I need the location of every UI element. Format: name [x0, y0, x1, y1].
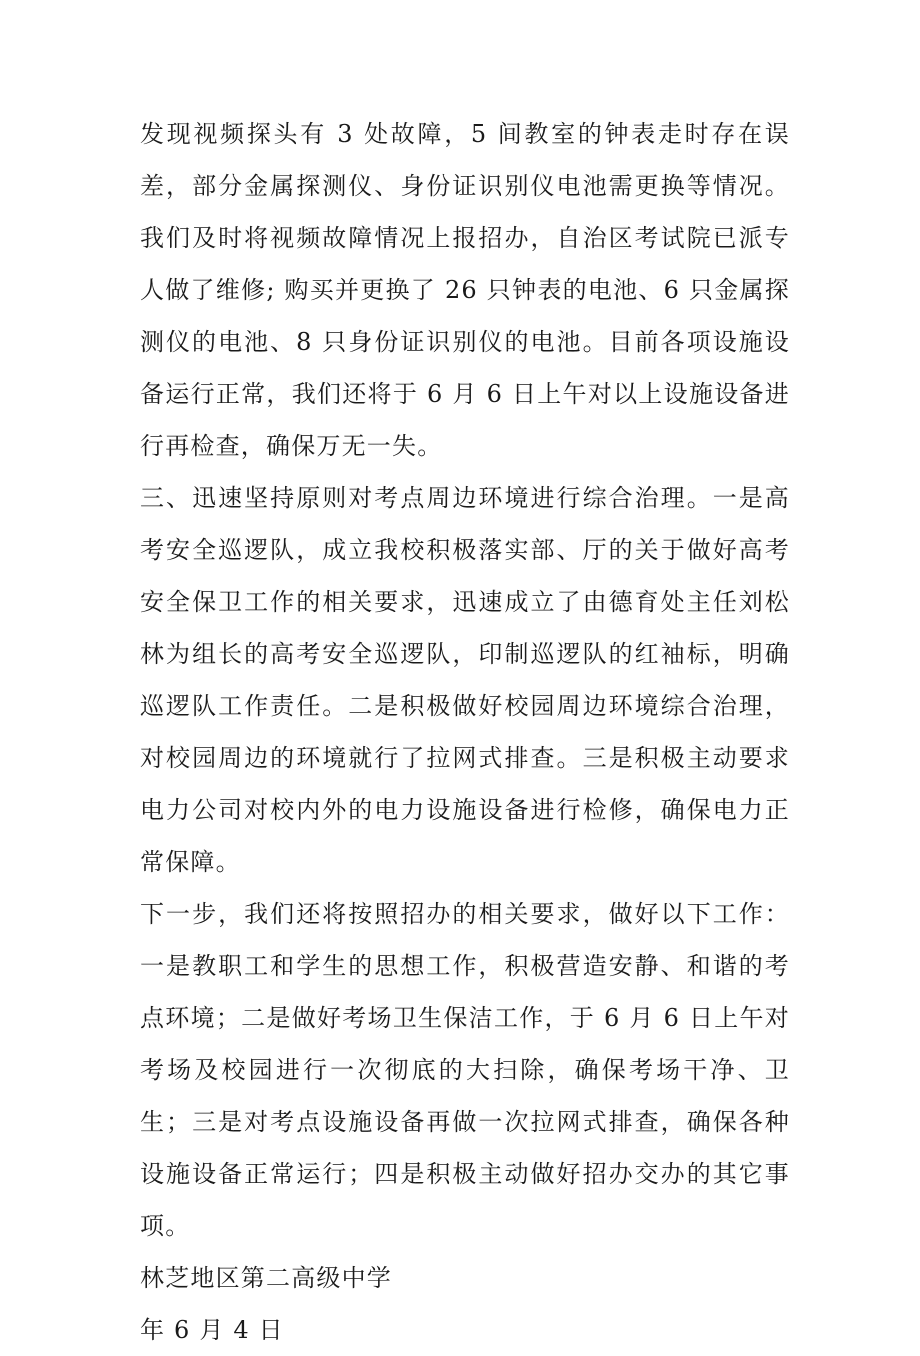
document-body	[140, 108, 790, 1356]
paragraph-environment-governance: 三、迅速坚持原则对考点周边环境进行综合治理。一是高考安全巡逻队，成立我校积极落实部、厅的关于做好高考安全保卫工作的相关要求，迅速成立了由德育处主任刘松林为组长的高考安全巡逻队，印制巡逻队的红袖标，明确巡逻队工作责任。二是积极做好校园周边环境综合治理，对校园周边的环境就行了拉网式排查。三是积极主动要求电力公司对校内外的电力设施设备进行检修，确保电力正常保障。	[140, 484, 790, 876]
paragraph-next-steps: 下一步，我们还将按照招办的相关要求，做好以下工作：一是教职工和学生的思想工作，积极营造安静、和谐的考点环境；二是做好考场卫生保洁工作，于 6 月 6 日上午对考场及校园进行一次彻底的大扫除，确保考场干净、卫生；三是对考点设施设备再做一次拉网式排查，确保各种设施设备正常运行；四是积极主动做好招办交办的其它事项。	[140, 900, 790, 1240]
signature-school-name: 林芝地区第二高级中学	[140, 1264, 392, 1292]
document-date: 年 6 月 4 日	[140, 1316, 284, 1344]
paragraph-equipment-check: 发现视频探头有 3 处故障，5 间教室的钟表走时存在误差，部分金属探测仪、身份证识别仪电池需更换等情况。我们及时将视频故障情况上报招办，自治区考试院已派专人做了维修; 购买并更换了 26 只钟表的电池、6 只金属探测仪的电池、8 只身份证识别仪的电池。目前各项设施设备运行正常，我们还将于 6 月 6 日上午对以上设施设备进行再检查，确保万无一失。	[140, 120, 790, 460]
